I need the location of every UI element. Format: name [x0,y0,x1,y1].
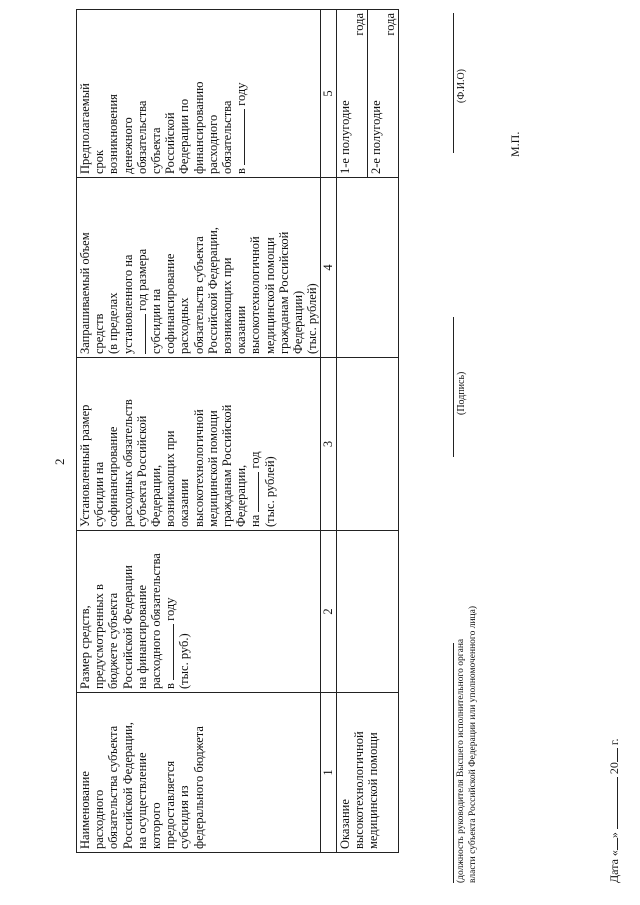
position-caption-2: власти субъекта Российской Федерации или уполномоченного лица) [468,605,478,883]
year-suffix: г. [607,738,621,746]
column-number: 1 [321,693,336,853]
page-number: 2 [52,458,67,465]
header-line: (в пределах [106,292,121,354]
name-caption: (Ф.И.О) [456,68,467,103]
first-half-year [337,10,368,177]
header-line: гражданам Российской [220,404,235,527]
header-line: возникновения [106,94,121,174]
header-line: высокотехнологичной [248,236,263,354]
year-suffix: году [163,597,178,621]
header-line: денежного [120,117,135,174]
half-label: 2-е полугодие [369,100,384,174]
signature-caption: (Подпись) [456,371,467,415]
year-prefix: в [234,168,249,174]
half-year-split [337,10,399,177]
half-year-word: года [351,13,366,36]
header-line: финансированию [191,81,206,174]
row-name-cell [336,693,399,853]
header-line: расходных обязательств [120,399,135,527]
header-line: средств [92,313,107,354]
header-cell-requested-amount [77,178,321,358]
stamp-place: М.П. [508,131,522,157]
year-prefix: на [248,514,263,527]
position-line [453,643,454,883]
header-line: оказании [234,305,249,354]
header-line: субъекта Российской [134,415,149,527]
month-blank [607,777,618,829]
row-name-line: медицинской помощи [366,732,381,849]
header-line: расходных [177,297,192,354]
column-number: 2 [321,531,336,693]
name-line [453,13,454,153]
header-line: Предполагаемый [78,83,92,174]
header-line: Федерации, [149,464,164,527]
header-line: установленного на [120,254,135,354]
year-prefix: 20 [607,762,621,775]
header-year-line [163,534,177,689]
header-line: Федерации, [234,464,249,527]
header-line: Наименование [78,771,92,849]
header-line: срок [92,149,107,174]
header-line: высокотехнологичной [191,409,206,527]
header-line: расходного [205,114,220,174]
header-line: на осуществление [134,752,149,849]
year-blank [135,314,146,354]
row-half-year-cell [336,10,399,178]
header-line: возникающих при [220,257,235,354]
header-line: Запрашиваемый объем [78,232,92,354]
year-blank [248,472,259,512]
column-number-row [321,10,336,853]
header-cell-budget-funds [77,531,321,693]
column-number: 4 [321,178,336,358]
year-prefix: в [163,683,178,689]
header-line: федерального бюджета [191,726,206,849]
year-blank [163,624,174,680]
header-line: на финансирование [134,584,149,689]
header-units: (тыс. руб.) [177,633,192,689]
header-line: гражданам Российской [276,231,291,354]
header-cell-expected-term [77,10,321,178]
header-line: Российской Федерации [120,565,135,689]
signature-line [453,317,454,457]
date-label: Дата « [607,850,621,883]
header-line: (тыс. рублей) [305,283,320,354]
header-line: субсидии на [149,288,164,354]
header-line: медицинской помощи [262,237,277,354]
header-year-line [135,181,149,354]
subsidy-table [76,9,399,853]
header-year-line [234,13,248,174]
header-line: Федерации по [177,98,192,174]
year-suffix: году [234,82,249,106]
header-line: возникающих при [163,430,178,527]
header-line: расходного обязательства [149,553,164,689]
header-line: расходного [92,789,107,849]
header-line: обязательств субъекта [191,236,206,354]
header-cell-obligation-name [77,693,321,853]
header-units: (тыс. рублей) [262,456,277,527]
header-line: Российской Федерации, [205,227,220,354]
row-value-cell [336,178,399,358]
header-line: которого [149,802,164,849]
header-line: предусмотренных в [92,584,107,689]
half-label: 1-е полугодие [337,100,352,174]
year-blank [234,109,245,165]
day-blank [607,838,618,850]
header-line: оказании [177,478,192,527]
table-header-row [77,10,321,853]
header-line: субсидии на [92,461,107,527]
position-caption-1: (должность руководителя Высшего исполнительного органа [456,638,466,883]
header-line: обязательства [134,100,149,174]
row-name-line: высокотехнологичной [351,731,366,849]
row-value-cell [336,358,399,531]
date-line [607,739,622,884]
row-value-cell [336,531,399,693]
header-line: субсидия из [177,785,192,849]
second-half-year [368,10,398,177]
header-line: предоставляется [163,760,178,849]
half-year-word: года [383,13,398,36]
header-cell-subsidy-size [77,358,321,531]
date-mid: » [607,832,621,839]
header-line: обязательства субъекта [106,725,121,849]
header-line: субъекта [149,127,164,174]
header-line: софинансирование [163,253,178,354]
header-line: Российской [163,112,178,174]
header-line: Размер средств, [78,605,92,689]
header-line: Установленный размер [78,404,92,527]
column-number: 3 [321,358,336,531]
header-year-line [248,361,262,527]
header-line: софинансирование [106,426,121,527]
header-line: обязательства [220,100,235,174]
year-suffix: год размера [134,248,149,311]
header-line: бюджете субъекта [106,592,121,689]
row-name-line: Оказание [337,799,352,849]
column-number: 5 [321,10,336,178]
table-row [336,10,399,853]
year-suffix: год [248,451,263,469]
year-blank [607,748,618,762]
header-line: Российской Федерации, [120,722,135,849]
header-line: медицинской помощи [205,410,220,527]
header-line: Федерации) [291,290,306,354]
